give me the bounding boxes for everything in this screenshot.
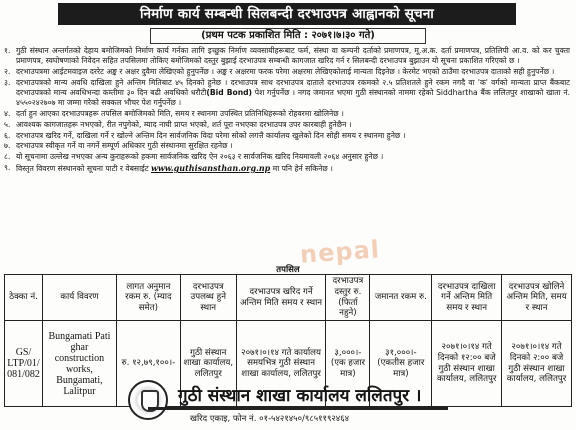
clause-text [16,78,570,109]
footer-divider [148,407,448,410]
clause-item [4,78,570,109]
cell-bid-fee: ३,०००।- (एक हजार मात्र) [326,321,370,407]
clause-text [16,131,570,141]
clause-number: २. [4,67,11,76]
clause-text-lead: दरभाउपत्रको मान्य अवधि दाखिला हुने अन्तिम मितिबाट ४५ दिनको हुनेछ । दरभाउपत्र साथ दरभाउपत्र दाताले दरभाउपत्र रकमको २.५ प्रतिशतले हुने रकम नगदै वा 'क' वर्गको मान्यता प्राप्त बैंकबाट दरभाउपत्रको मान्य अवधिभन्दा कम्तीमा ३० दिन बढी अवधिको धरौटी [16,77,570,97]
clause-number: १. [4,46,11,55]
clause-text-lead: दरभाउपत्र स्वीकृत गर्ने वा नगर्ने सम्पूर्ण अधिकार गुठी संस्थानमा सुरक्षित रहनेछ । [16,141,233,151]
notice-title: निर्माण कार्य सम्बन्धी सिलबन्दी दरभाउपत्र आह्वानको सूचना [58,3,516,25]
clause-text-lead: आवश्यक कागजातहरू नभएको, रीत नपुगेको, म्याद नाघी प्राप्त भएको, शर्त पूरा नभएका दरभाउपत्र उपर कारबाही हुनेछैन । [16,119,352,129]
header-bid-security: जमानत रकम रु. [370,275,432,321]
clause-number: ३. [4,77,11,87]
clause-text-lead: विस्तृत विवरण संस्थानको सूचना पाटी र वेबसाईट [16,163,152,173]
website-link[interactable]: www.guthisansthan.org.np [151,162,271,173]
clause-number: ४. [4,109,11,118]
clause-text [16,163,570,174]
clause-number: ८. [4,152,11,162]
clause-text-lead: दरभाउपत्र खरिद गर्ने, दाखिला गर्ने र खोल्ने अन्तिम दिन सार्वजनिक विदा परेमा सोको लगत्तै कार्यालय खुलेको दिन सोही समय र स्थानमा हुनेछ । [16,130,406,140]
clause-text [16,109,570,119]
clause-text-lead: यो सूचनामा उल्लेख नभएका अन्य कुराहरूको हकमा सार्वजनिक खरिद ऐन २०६३ र सार्वजनिक खरिद नियमावली २०६४ अनुसार हुनेछ । [16,152,384,162]
cell-bid-security: ३१,०००।- (एकतीस हजार मात्र) [370,321,432,407]
clause-emphasis: (Bid Bond) [206,88,253,97]
clause-text-tail: मा पनि हेर्न सकिनेछ । [270,163,333,173]
clause-text [16,152,570,162]
cell-submission-deadline: २०७१।०।१४ गते दिनको १२:०० बजे गुठी संस्थान शाखा कार्यालय, ललितपुर [432,321,502,407]
clause-text [16,67,570,77]
clause-number: ७. [4,141,11,151]
clause-item [4,46,570,66]
clause-item [4,120,570,130]
clause-text-lead: दरभाउपत्रमा आईटमवाइज दररेट अङ्क र अक्षर दुवैमा लेखिएको हुनुपर्नेछ । अङ्क र अक्षरमा फरक परेमा अक्षरमा लेखिएकोलाई मान्यता दिइनेछ । केरमेट भएको ठाउँमा दरभाउपत्र दाताको सही हुनुपर्नेछ । [16,67,555,76]
footer-contact: खरिद एकाइ, फोन नं. ०१-५४२१४५०/९८५११९२४६४ [190,414,350,424]
clause-item [4,163,570,174]
clause-item [4,67,570,77]
header-purchase-deadline: दरभाउपत्र खरिद गर्ने अन्तिम मिति समय र स्थान [236,275,326,321]
guthi-logo-icon [128,380,168,420]
watermark: nepal [299,235,381,269]
cell-availability-place: गुठी संस्थान शाखा कार्यालय, ललितपुर [180,321,236,407]
header-submission-deadline: दरभाउपत्र दाखिला गर्ने अन्तिम मिति समय र स्थान [432,275,502,321]
header-bid-fee: दरभाउपत्र दस्तुर रु. (फिर्ता नहुने) [326,275,370,321]
clause-item [4,109,570,119]
notice-subtitle: (प्रथम पटक प्रकाशित मिति : २०७१।७।३० गते) [150,28,426,44]
header-opening-date: दरभाउपत्र खोलिने अन्तिम मिति, समय र स्थान [502,275,572,321]
clause-text-lead: गुठी संस्थान अन्तर्गतको देहाय बमोजिमको निर्माण कार्य गर्नका लागि इच्छुक निर्माण व्यवसायीहरूबाट फर्म, संस्था वा कम्पनी दर्ताको प्रमाणपत्र, मू.अ.क. दर्ता प्रमाणपत्र, प्रतिलिपी आ.व. को कर चुक्ता प्रमाणपत्र, स्वघोषणाको निवेदन सहित तपसिलमा तोकिए बमोजिमको दस्तुर बुझाई दरभाउपत्र सम्बन्धी कागजात खरिद गर्न र सिलबन्दी दरभाउपत्र बुझाउन यो सूचना प्रकाशित गरिएको छ । [16,46,570,66]
header-contract-no: ठेक्का नं. [5,275,43,321]
clause-list [4,46,570,175]
cell-work-description: Bungamati Pati ghar construction works, Bungamati, Lalitpur [42,321,116,407]
clause-text [16,141,570,151]
clause-item [4,131,570,141]
cell-opening-date: २०७१।०।१४ गते दिनको २:०० बजे गुठी संस्थान शाखा कार्यालय, ललितपुर [502,321,572,407]
clause-text-lead: दर्ता हुन आएका दरभाउपत्रहरू तपसिल बमोजिमको मिति, समय र स्थानमा उपस्थित प्रतिनिधिहरूको रोहवरमा खोलिनेछ । [16,109,344,118]
header-work-description: कार्य विवरण [42,275,116,321]
clause-item [4,152,570,162]
clause-number: ९. [4,162,11,172]
header-cost-estimate: लागत अनुमान रकम रु. (म्याद समेत) [116,275,180,321]
clause-number: ५. [4,119,11,129]
clause-number: ६. [4,130,11,140]
clause-text [16,46,570,66]
table-header-row [5,275,572,321]
clause-item [4,141,570,151]
clause-text-tail: पेश गर्नुपर्नेछ । नगद जमानत भएमा गुठी संस्थानको नाममा रहेको Siddhartha बैंक ललितपुर शाखाको खाता नं. ४५५०२४२७०७ मा जम्मा गरेको सक्कल भौचर पेश गर्नुपर्नेछ । [16,88,570,108]
schedule-heading: तपसिल [276,265,300,275]
footer-organization: गुठी संस्थान शाखा कार्यालय ललितपुर । [178,386,422,406]
clause-text [16,120,570,130]
cell-purchase-deadline: २०७१।०।१४ गते कार्यालय समयभित्र गुठी संस्थान शाखा कार्यालय, ललितपुर [236,321,326,407]
cell-cost-estimate: रु. १२,७९,१००।- [116,321,180,407]
header-availability-place: दरभाउपत्र उपलब्ध हुने स्थान [180,275,236,321]
cell-contract-no: GS/ LTP/01/ 081/082 [5,321,43,407]
